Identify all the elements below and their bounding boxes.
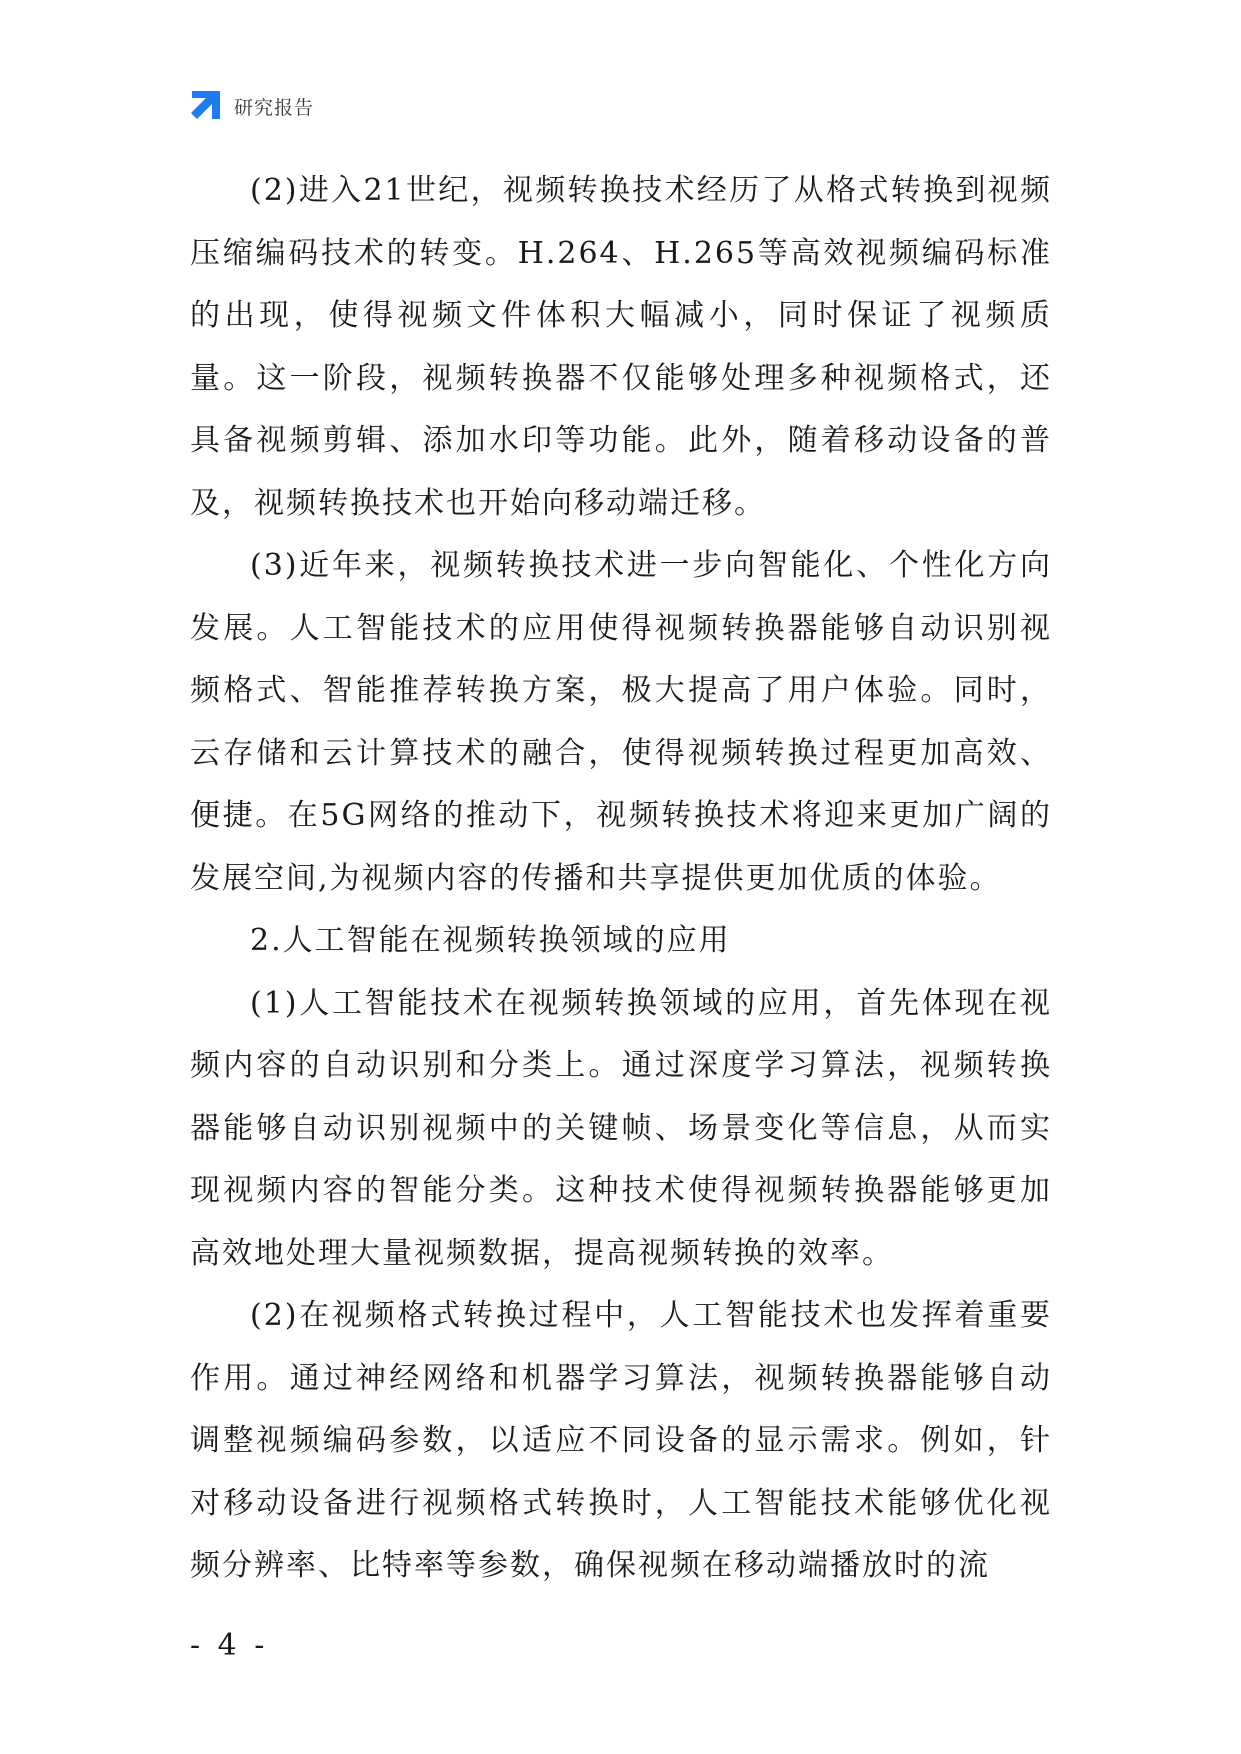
page-header (188, 88, 314, 124)
section-heading: 2.人工智能在视频转换领域的应用 (250, 923, 731, 958)
header-title: 研究报告 (234, 96, 315, 119)
document-body (190, 160, 1052, 1598)
arrow-up-right-icon (188, 89, 222, 123)
paragraph: (3)近年来，视频转换技术进一步向智能化、个性化方向发展。人工智能技术的应用使得视频转换器能够自动识别视频格式、智能推荐转换方案，极大提高了用户体验。同时，云存储和云计算技术的融合，使得视频转换过程更加高效、便捷。在5G网络的推动下，视频转换技术将迎来更加广阔的发展空间,为视频内容的传播和共享提供更加优质的体验。 (190, 548, 1052, 896)
paragraph: (2)在视频格式转换过程中，人工智能技术也发挥着重要作用。通过神经网络和机器学习算法，视频转换器能够自动调整视频编码参数，以适应不同设备的显示需求。例如，针对移动设备进行视频格式转换时，人工智能技术能够优化视频分辨率、比特率等参数，确保视频在移动端播放时的流 (190, 1298, 1052, 1583)
paragraph: (1)人工智能技术在视频转换领域的应用，首先体现在视频内容的自动识别和分类上。通过深度学习算法，视频转换器能够自动识别视频中的关键帧、场景变化等信息，从而实现视频内容的智能分类。这种技术使得视频转换器能够更加高效地处理大量视频数据，提高视频转换的效率。 (190, 985, 1052, 1271)
page-number: - 4 - (190, 1628, 269, 1663)
paragraph: (2)进入21世纪，视频转换技术经历了从格式转换到视频压缩编码技术的转变。H.264、H.265等高效视频编码标准的出现，使得视频文件体积大幅减小，同时保证了视频质量。这一阶段，视频转换器不仅能够处理多种视频格式，还具备视频剪辑、添加水印等功能。此外，随着移动设备的普及，视频转换技术也开始向移动端迁移。 (190, 173, 1052, 521)
